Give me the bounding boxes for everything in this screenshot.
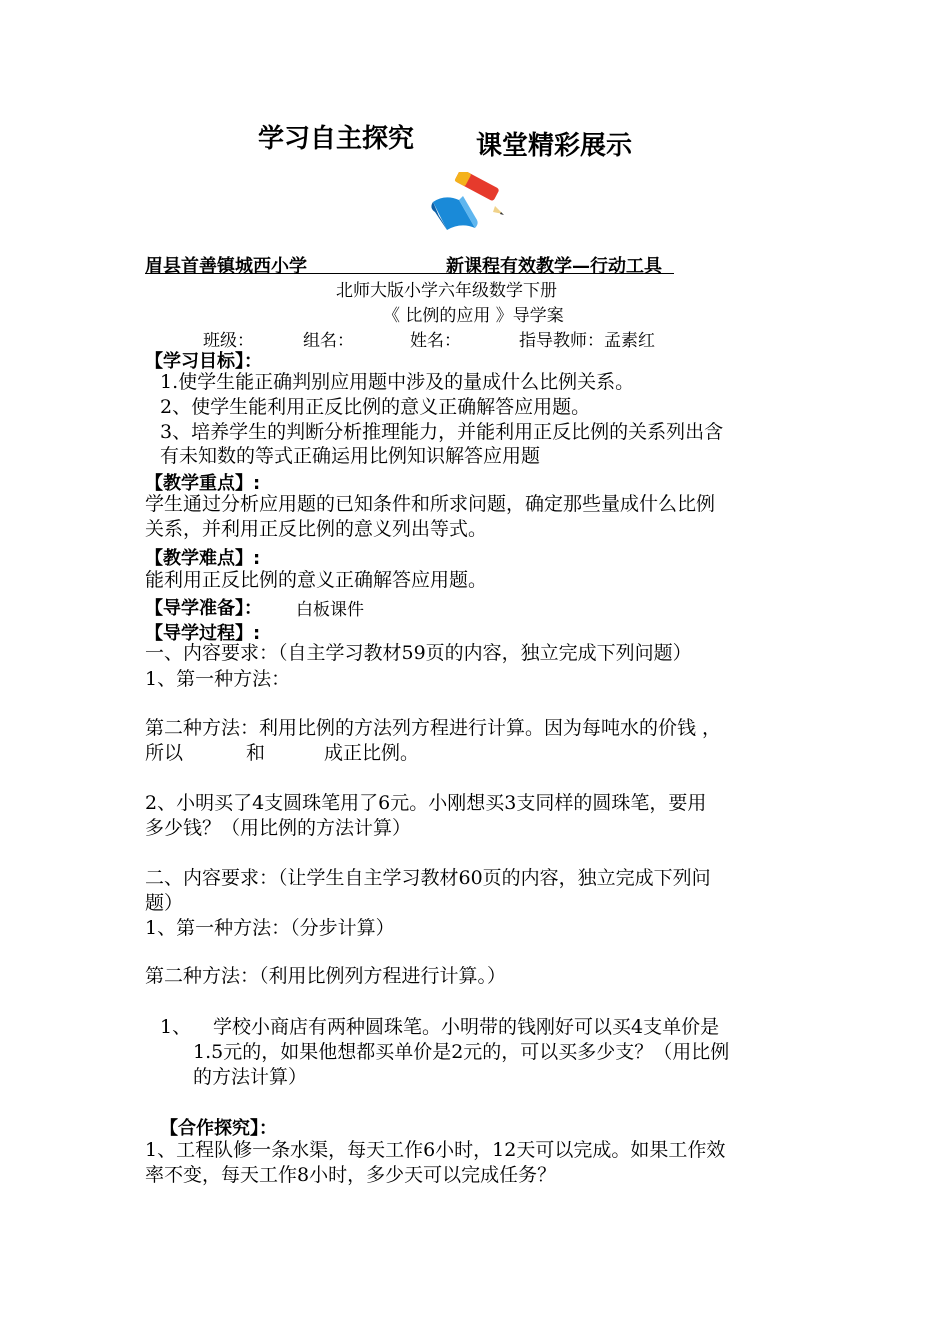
key-point-line-2: 关系，并利用正反比例的意义列出等式。: [145, 518, 488, 540]
teacher-label: 指导教师：孟素红: [519, 331, 655, 351]
title-right: 课堂精彩展示: [476, 131, 633, 161]
goals-heading: 【学习目标】：: [145, 351, 262, 372]
part1-method-2-and: 和: [246, 742, 266, 764]
goal-item-1: 1.使学生能正确判别应用题中涉及的量成什么比例关系。: [160, 371, 635, 393]
school-name: 眉县首善镇城西小学: [145, 256, 307, 277]
goal-item-3-cont: 有未知数的等式正确运用比例知识解答应用题: [160, 445, 541, 467]
key-point-line-1: 学生通过分析应用题的已知条件和所求问题，确定那些量成什么比例: [145, 493, 716, 515]
question-line-3: 的方法计算）: [193, 1066, 308, 1088]
part1-method-2-so: 所以: [145, 742, 184, 764]
part2-method-2: 第二种方法：（利用比例列方程进行计算。）: [145, 965, 507, 987]
coop-heading: 【合作探究】：: [160, 1118, 277, 1139]
lesson-title: 《 比例的应用 》导学案: [383, 306, 564, 326]
question-line-2: 1.5元的，如果他想都买单价是2元的，可以买多少支？（用比例: [193, 1041, 730, 1063]
title-left: 学习自主探究: [258, 124, 415, 154]
part1-method-2-line-1: 第二种方法：利用比例的方法列方程进行计算。因为每吨水的价钱 ，: [145, 717, 722, 739]
part2-method-1: 1、第一种方法：（分步计算）: [145, 917, 395, 939]
prep-heading: 【导学准备】：: [145, 598, 262, 619]
question-2-line-1: 2、小明买了4支圆珠笔用了6元。小刚想买3支同样的圆珠笔，要用: [145, 792, 707, 814]
difficulty-heading: 【教学难点】:: [145, 548, 261, 569]
goal-item-3: 3、培养学生的判断分析推理能力，并能利用正反比例的关系列出含: [160, 421, 724, 443]
slogan: 新课程有效教学—行动工具: [446, 256, 662, 277]
process-heading: 【导学过程】:: [145, 623, 261, 644]
header-underline: [145, 273, 674, 274]
coop-line-1: 1、工程队修一条水渠，每天工作6小时，12天可以完成。如果工作效: [145, 1139, 726, 1161]
part1-method-1: 1、第一种方法：: [145, 668, 291, 690]
textbook-label: 北师大版小学六年级数学下册: [336, 281, 557, 301]
question-number: 1、: [160, 1016, 192, 1038]
name-label: 姓名：: [410, 331, 461, 351]
part1-method-2-proportional: 成正比例。: [324, 742, 420, 764]
question-2-line-2: 多少钱？（用比例的方法计算）: [145, 817, 412, 839]
class-label: 班级：: [203, 331, 254, 351]
scroll-pencil-logo-icon: [425, 172, 505, 238]
goal-item-2: 2、使学生能利用正反比例的意义正确解答应用题。: [160, 396, 591, 418]
coop-line-2: 率不变，每天工作8小时，多少天可以完成任务？: [145, 1164, 557, 1186]
part1-requirement: 一、内容要求：（自主学习教材59页的内容，独立完成下列问题）: [145, 642, 692, 664]
group-label: 组名：: [303, 331, 354, 351]
part2-requirement-line-2: 题）: [145, 892, 184, 914]
key-point-heading: 【教学重点】:: [145, 473, 261, 494]
question-line-1: 学校小商店有两种圆珠笔。小明带的钱刚好可以买4支单价是: [213, 1016, 720, 1038]
prep-value: 白板课件: [296, 600, 364, 620]
difficulty-line: 能利用正反比例的意义正确解答应用题。: [145, 569, 488, 591]
part2-requirement-line-1: 二、内容要求：（让学生自主学习教材60页的内容，独立完成下列问: [145, 867, 711, 889]
